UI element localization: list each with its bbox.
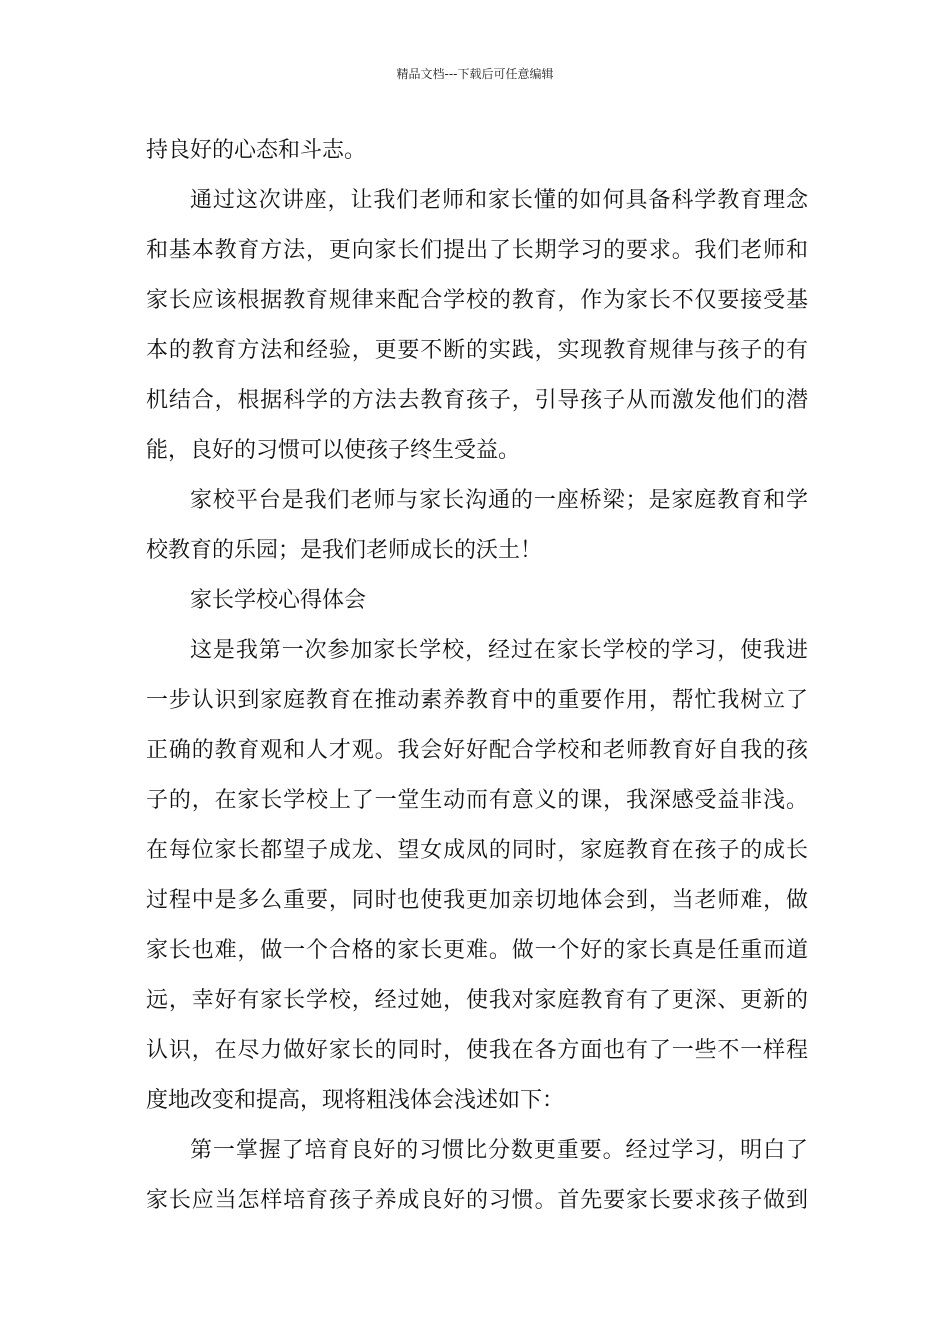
text-line: 这是我第一次参加家长学校，经过在家长学校的学习，使我进 (190, 638, 808, 663)
text-line: 持良好的心态和斗志。 (146, 138, 367, 163)
text-line: 和基本教育方法，更向家长们提出了长期学习的要求。我们老师和 (146, 238, 808, 263)
text-line: 校教育的乐园；是我们老师成长的沃土！ (146, 538, 543, 563)
text-line: 家长应该根据教育规律来配合学校的教育，作为家长不仅要接受基 (146, 288, 808, 313)
text-line: 子的，在家长学校上了一堂生动而有意义的课，我深感受益非浅。 (146, 788, 808, 813)
text-line: 家长学校心得体会 (190, 588, 367, 613)
page-header: 精品文档---下载后可任意编辑 (396, 67, 554, 81)
text-line: 度地改变和提高，现将粗浅体会浅述如下： (146, 1088, 565, 1113)
text-line: 过程中是多么重要，同时也使我更加亲切地体会到，当老师难，做 (146, 888, 808, 913)
text-line: 机结合，根据科学的方法去教育孩子，引导孩子从而激发他们的潜 (146, 388, 808, 413)
text-line: 通过这次讲座，让我们老师和家长懂的如何具备科学教育理念 (190, 188, 808, 213)
text-line: 在每位家长都望子成龙、望女成凤的同时，家庭教育在孩子的成长 (146, 838, 808, 863)
text-line: 认识，在尽力做好家长的同时，使我在各方面也有了一些不一样程 (146, 1038, 808, 1063)
text-line: 家长也难，做一个合格的家长更难。做一个好的家长真是任重而道 (146, 938, 808, 963)
text-line: 第一掌握了培育良好的习惯比分数更重要。经过学习，明白了 (190, 1138, 808, 1163)
text-line: 一步认识到家庭教育在推动素养教育中的重要作用，帮忙我树立了 (146, 688, 808, 713)
text-line: 能，良好的习惯可以使孩子终生受益。 (146, 438, 521, 463)
text-line: 本的教育方法和经验，更要不断的实践，实现教育规律与孩子的有 (146, 338, 808, 363)
text-line: 远，幸好有家长学校，经过她，使我对家庭教育有了更深、更新的 (146, 988, 808, 1013)
text-line: 家长应当怎样培育孩子养成良好的习惯。首先要家长要求孩子做到 (146, 1188, 808, 1213)
document-body (146, 126, 808, 1226)
text-line: 家校平台是我们老师与家长沟通的一座桥梁；是家庭教育和学 (190, 488, 808, 513)
text-line: 正确的教育观和人才观。我会好好配合学校和老师教育好自我的孩 (146, 738, 808, 763)
